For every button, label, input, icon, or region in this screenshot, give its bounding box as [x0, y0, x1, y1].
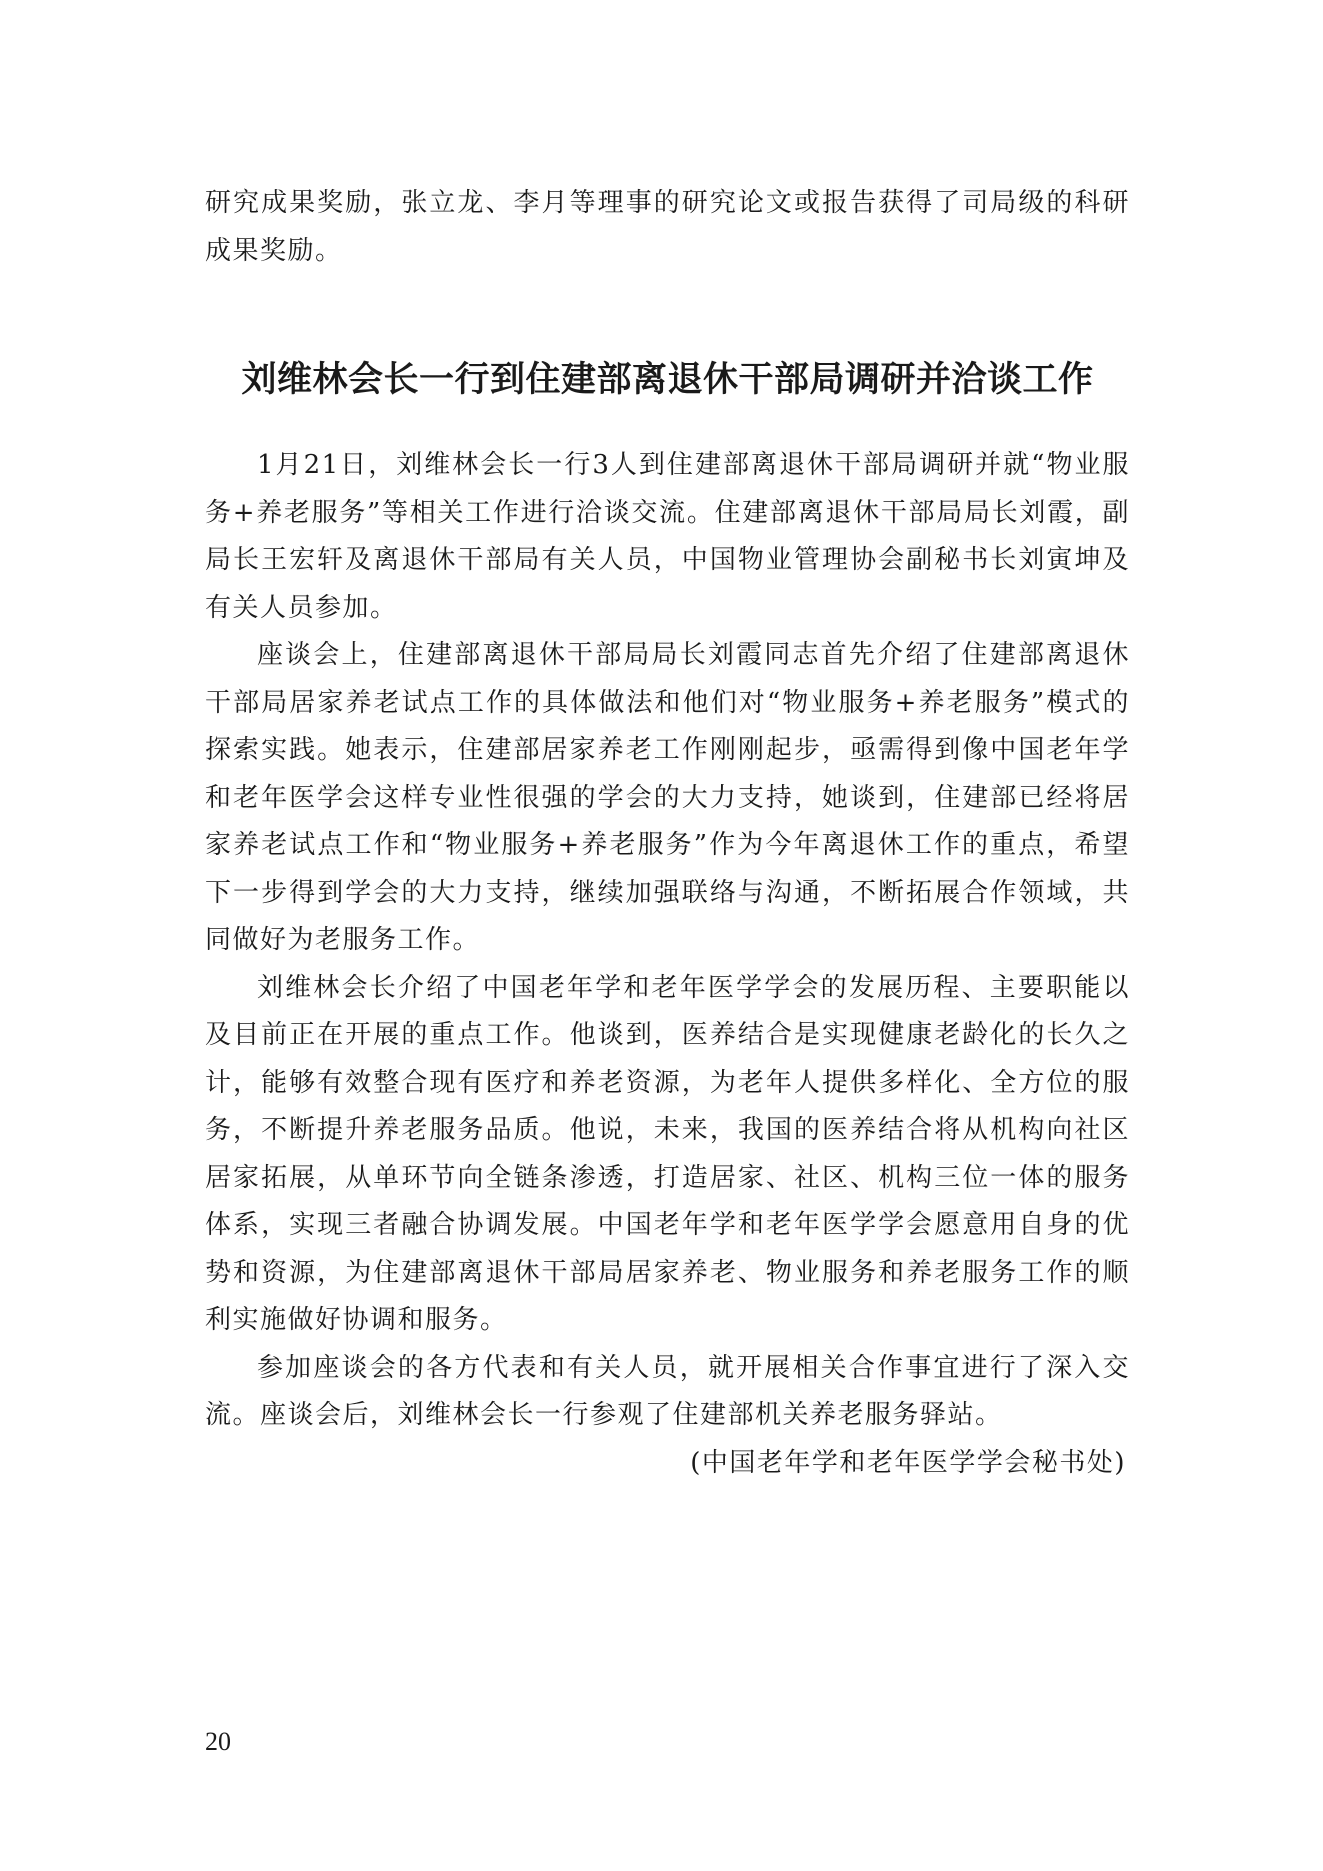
article-paragraph: 1月21日，刘维林会长一行3人到住建部离退休干部局调研并就“物业服务+养老服务”等相关工作进行洽谈交流。住建部离退休干部局局长刘霞，副局长王宏轩及离退休干部局有关人员，中国物业管理协会副秘书长刘寅坤及有关人员参加。	[205, 450, 1130, 623]
page-number: 20	[205, 1727, 231, 1756]
article-paragraph: 参加座谈会的各方代表和有关人员，就开展相关合作事宜进行了深入交流。座谈会后，刘维林会长一行参观了住建部机关养老服务驿站。	[205, 1352, 1130, 1430]
intro-paragraph: 研究成果奖励，张立龙、李月等理事的研究论文或报告获得了司局级的科研成果奖励。	[205, 188, 1130, 266]
article-body	[205, 442, 1130, 1487]
article-paragraph: 刘维林会长介绍了中国老年学和老年医学学会的发展历程、主要职能以及目前正在开展的重点工作。他谈到，医养结合是实现健康老龄化的长久之计，能够有效整合现有医疗和养老资源，为老年人提供多样化、全方位的服务，不断提升养老服务品质。他说，未来，我国的医养结合将从机构向社区居家拓展，从单环节向全链条渗透，打造居家、社区、机构三位一体的服务体系，实现三者融合协调发展。中国老年学和老年医学学会愿意用自身的优势和资源，为住建部离退休干部局居家养老、物业服务和养老服务工作的顺利实施做好协调和服务。	[205, 972, 1130, 1335]
article-title: 刘维林会长一行到住建部离退休干部局调研并洽谈工作	[241, 360, 1094, 400]
article-signature: (中国老年学和老年医学学会秘书处)	[690, 1447, 1126, 1478]
article-paragraph: 座谈会上，住建部离退休干部局局长刘霞同志首先介绍了住建部离退休干部局居家养老试点工作的具体做法和他们对“物业服务+养老服务”模式的探索实践。她表示，住建部居家养老工作刚刚起步，亟需得到像中国老年学和老年医学会这样专业性很强的学会的大力支持，她谈到，住建部已经将居家养老试点工作和“物业服务+养老服务”作为今年离退休工作的重点，希望下一步得到学会的大力支持，继续加强联络与沟通，不断拓展合作领域，共同做好为老服务工作。	[205, 640, 1130, 955]
intro-block	[205, 180, 1130, 275]
